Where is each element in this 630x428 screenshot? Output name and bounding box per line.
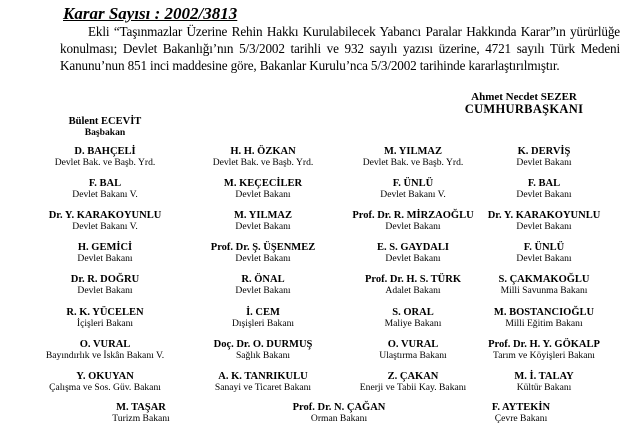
minister-name: F. ÜNLÜ xyxy=(392,178,434,189)
minister-title: Devlet Bakanı xyxy=(516,189,572,200)
minister-signature xyxy=(264,402,414,424)
minister-signature xyxy=(446,402,596,424)
minister-title: Dışişleri Bakanı xyxy=(231,318,295,329)
minister-name: F. BAL xyxy=(88,178,122,189)
minister-title: Milli Savunma Bakanı xyxy=(500,285,588,296)
minister-signature xyxy=(469,371,619,393)
minister-name: A. K. TANRIKULU xyxy=(218,371,308,382)
minister-signature xyxy=(30,307,180,329)
minister-signature xyxy=(188,146,338,168)
minister-name: Dr. R. DOĞRU xyxy=(70,274,140,285)
minister-signature xyxy=(188,339,338,361)
minister-name: H. H. ÖZKAN xyxy=(230,146,296,157)
minister-signature xyxy=(30,178,180,200)
minister-title: Devlet Bakanı xyxy=(516,253,572,264)
minister-name: M. İ. TALAY xyxy=(514,371,574,382)
minister-title: Devlet Bakanı V. xyxy=(72,189,138,200)
minister-title: Sanayi ve Ticaret Bakanı xyxy=(214,382,312,393)
minister-signature xyxy=(338,371,488,393)
minister-title: Çevre Bakanı xyxy=(494,413,548,424)
minister-title: İçişleri Bakanı xyxy=(76,318,134,329)
minister-signature xyxy=(338,307,488,329)
prime-minister-title: Başbakan xyxy=(84,127,126,138)
president-signature xyxy=(444,90,604,115)
minister-title: Devlet Bakanı xyxy=(77,253,133,264)
minister-name: O. VURAL xyxy=(79,339,131,350)
minister-signature xyxy=(30,371,180,393)
minister-signature xyxy=(338,274,488,296)
minister-signature xyxy=(66,402,216,424)
minister-name: E. S. GAYDALI xyxy=(377,242,449,253)
minister-title: Maliye Bakanı xyxy=(384,318,442,329)
minister-name: Dr. Y. KARAKOYUNLU xyxy=(487,210,601,221)
president-title: CUMHURBAŞKANI xyxy=(464,102,584,116)
minister-title: Orman Bakanı xyxy=(310,413,368,424)
minister-name: S. ÇAKMAKOĞLU xyxy=(498,274,590,285)
minister-signature xyxy=(338,178,488,200)
minister-signature xyxy=(338,146,488,168)
prime-minister-signature xyxy=(40,116,170,138)
minister-title: Ulaştırma Bakanı xyxy=(379,350,447,361)
minister-title: Devlet Bakanı xyxy=(235,221,291,232)
minister-title: Enerji ve Tabii Kay. Bakanı xyxy=(359,382,467,393)
minister-title: Devlet Bakanı xyxy=(516,157,572,168)
president-name: Ahmet Necdet SEZER xyxy=(471,91,577,103)
minister-signature xyxy=(469,242,619,264)
minister-signature xyxy=(188,242,338,264)
minister-name: F. BAL xyxy=(527,178,561,189)
minister-signature xyxy=(30,242,180,264)
minister-title: Devlet Bakanı xyxy=(516,221,572,232)
minister-signature xyxy=(338,339,488,361)
minister-signature xyxy=(469,307,619,329)
decree-body-text: Ekli “Taşınmazlar Üzerine Rehin Hakkı Kurulabilecek Yabancı Paralar Hakkında Karar”ın yürürlüğe konulması; Devlet Bakanlığı’nın 5/3/2002 tarihli ve 932 sayılı yazısı üzerine, 4721 sayılı Türk Medeni Kanunu’nun 851 inci maddesine göre, Bakanlar Kurulu’nca 5/3/2002 tarihinde kararlaştırılmıştır. xyxy=(60,24,620,73)
minister-signature xyxy=(30,210,180,232)
minister-title: Devlet Bakanı xyxy=(235,189,291,200)
minister-title: Devlet Bakanı xyxy=(235,285,291,296)
minister-signature xyxy=(30,146,180,168)
minister-title: Devlet Bakanı xyxy=(385,221,441,232)
minister-title: Devlet Bakanı V. xyxy=(380,189,446,200)
minister-signature xyxy=(188,210,338,232)
prime-minister-name: Bülent ECEVİT xyxy=(68,116,142,127)
minister-signature xyxy=(469,146,619,168)
minister-name: İ. CEM xyxy=(246,307,280,318)
minister-signature xyxy=(469,339,619,361)
minister-name: M. YILMAZ xyxy=(384,146,442,157)
minister-name: O. VURAL xyxy=(387,339,439,350)
minister-name: F. ÜNLÜ xyxy=(523,242,565,253)
minister-name: Dr. Y. KARAKOYUNLU xyxy=(48,210,162,221)
minister-name: K. DERVİŞ xyxy=(517,146,571,157)
minister-title: Devlet Bak. ve Başb. Yrd. xyxy=(362,157,464,168)
minister-title: Devlet Bakanı xyxy=(235,253,291,264)
minister-name: Prof. Dr. R. MİRZAOĞLU xyxy=(352,210,474,221)
minister-title: Devlet Bak. ve Başb. Yrd. xyxy=(54,157,156,168)
minister-signature xyxy=(338,210,488,232)
minister-name: R. ÖNAL xyxy=(241,274,285,285)
minister-signature xyxy=(338,242,488,264)
minister-title: Devlet Bakanı V. xyxy=(72,221,138,232)
minister-name: M. YILMAZ xyxy=(234,210,292,221)
minister-signature xyxy=(469,210,619,232)
minister-signature xyxy=(188,178,338,200)
minister-title: Devlet Bak. ve Başb. Yrd. xyxy=(212,157,314,168)
minister-name: Prof. Dr. Ş. ÜŞENMEZ xyxy=(210,242,316,253)
minister-signature xyxy=(30,339,180,361)
minister-title: Kültür Bakanı xyxy=(516,382,572,393)
minister-title: Milli Eğitim Bakanı xyxy=(505,318,583,329)
minister-title: Bayındırlık ve İskân Bakanı V. xyxy=(45,350,165,361)
minister-name: Z. ÇAKAN xyxy=(387,371,439,382)
minister-title: Adalet Bakanı xyxy=(385,285,441,296)
minister-name: Prof. Dr. H. S. TÜRK xyxy=(364,274,462,285)
minister-signature xyxy=(469,274,619,296)
minister-title: Devlet Bakanı xyxy=(77,285,133,296)
minister-name: H. GEMİCİ xyxy=(77,242,133,253)
minister-name: F. AYTEKİN xyxy=(491,402,551,413)
minister-signature xyxy=(188,274,338,296)
minister-name: M. KEÇECİLER xyxy=(223,178,303,189)
minister-title: Devlet Bakanı xyxy=(385,253,441,264)
minister-signature xyxy=(188,371,338,393)
minister-name: Prof. Dr. N. ÇAĞAN xyxy=(292,402,386,413)
minister-name: Prof. Dr. H. Y. GÖKALP xyxy=(488,339,600,350)
minister-name: S. ORAL xyxy=(392,307,434,318)
minister-signature xyxy=(188,307,338,329)
minister-signature xyxy=(469,178,619,200)
minister-name: Doç. Dr. O. DURMUŞ xyxy=(213,339,313,350)
minister-signature xyxy=(30,274,180,296)
minister-name: R. K. YÜCELEN xyxy=(66,307,144,318)
minister-name: M. BOSTANCIOĞLU xyxy=(493,307,595,318)
minister-name: D. BAHÇELİ xyxy=(74,146,136,157)
minister-name: Y. OKUYAN xyxy=(76,371,134,382)
minister-name: M. TAŞAR xyxy=(116,402,166,413)
minister-title: Tarım ve Köyişleri Bakanı xyxy=(493,350,595,361)
decree-number-title: Karar Sayısı : 2002/3813 xyxy=(63,4,238,23)
minister-title: Sağlık Bakanı xyxy=(235,350,291,361)
minister-title: Çalışma ve Sos. Güv. Bakanı xyxy=(49,382,161,393)
minister-title: Turizm Bakanı xyxy=(112,413,170,424)
